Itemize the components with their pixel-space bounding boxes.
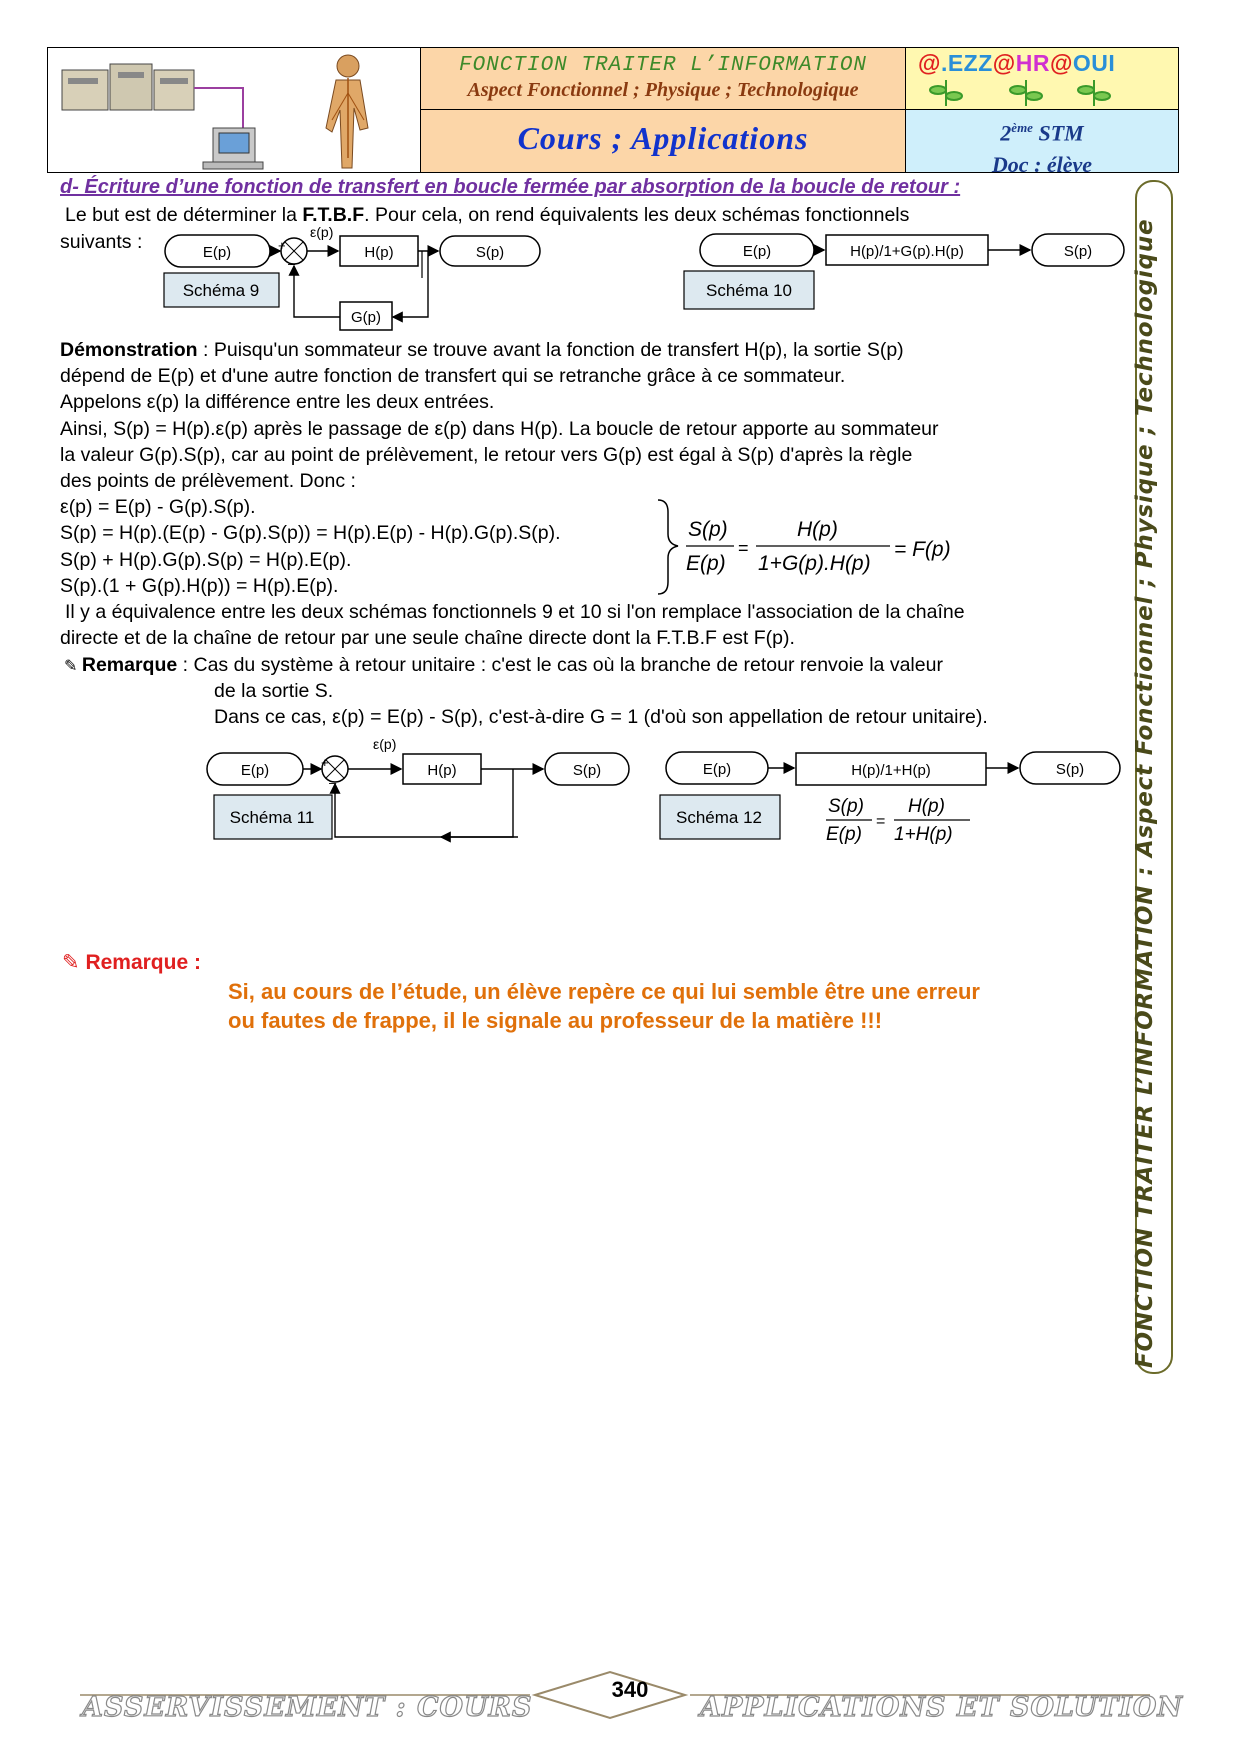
intro-line-1: Le but est de déterminer la F.T.B.F. Pour cela, on rend équivalents les deux schémas fonctionnels (65, 204, 910, 226)
schema9-output-label: S(p) (475, 244, 505, 261)
header-subtitle: Aspect Fonctionnel ; Physique ; Technologique (467, 79, 859, 101)
schema10-output-label: S(p) (1063, 243, 1093, 260)
schema11-output-label: S(p) (572, 762, 602, 779)
equation-4: S(p).(1 + G(p).H(p)) = H(p).E(p). (60, 575, 339, 597)
header-level-cell (906, 110, 1178, 178)
frac-den-right: 1+G(p).H(p) (758, 552, 871, 575)
frac-result: = F(p) (894, 538, 951, 561)
schema12-frac-num-right: H(p) (908, 796, 945, 817)
footer-left-text: ASSERVISSEMENT : COURS (82, 1692, 533, 1723)
header-cours-cell (421, 110, 906, 172)
page-header (47, 47, 1179, 178)
schema10-input-label: E(p) (742, 243, 772, 260)
remark-1-line-2: de la sortie S. (214, 680, 334, 702)
demo-line-4: Ainsi, S(p) = H(p).ε(p) après le passage de ε(p) dans H(p). La boucle de retour apporte au sommateur (60, 418, 939, 440)
schema12-caption: Schéma 12 (676, 808, 762, 827)
schema-10-diagram (696, 230, 1131, 270)
schema12-input-label: E(p) (702, 761, 732, 778)
schema9-plus-sign: + (278, 238, 286, 253)
pin-icon: ✎ (64, 658, 82, 675)
schema11-h-label: H(p) (427, 762, 457, 779)
schema9-input-label: E(p) (202, 244, 232, 261)
conclusion-line-2: directe et de la chaîne de retour par une seule chaîne directe dont la F.T.B.F est F(p). (60, 627, 795, 649)
header-cours-label: Cours ; Applications (517, 120, 809, 156)
section-title: d- Écriture d’une fonction de transfert en boucle fermée par absorption de la boucle de retour : (60, 176, 961, 198)
schema-12-diagram (662, 748, 1127, 790)
footer-right-text: APPLICATIONS ET SOLUTION (700, 1692, 1184, 1723)
schema9-caption: Schéma 9 (182, 281, 260, 300)
header-author-cell (906, 48, 1178, 110)
conclusion-line-1: Il y a équivalence entre les deux schémas fonctionnels 9 et 10 si l'on remplace l'association de la chaîne (65, 601, 965, 623)
remark-2-line-1: Si, au cours de l’étude, un élève repère ce qui lui semble être une erreur (228, 979, 980, 1004)
schema-12-caption-box (659, 794, 783, 844)
schema11-caption: Schéma 11 (229, 808, 315, 827)
schema-11-caption-box (213, 794, 335, 844)
schema12-frac-den-left: E(p) (826, 824, 862, 845)
schema-10-caption-box (683, 270, 818, 312)
equation-3: S(p) + H(p).G(p).S(p) = H(p).E(p). (60, 549, 352, 571)
schema11-minus-sign: – (329, 775, 337, 790)
equation-1: ε(p) = E(p) - G(p).S(p). (60, 496, 256, 518)
frac-num-right: H(p) (797, 518, 838, 541)
schema-9-caption-box (163, 272, 283, 312)
transfer-function-formula (652, 498, 972, 598)
remark-1-line-1: ✎ Remarque : Cas du système à retour unitaire : c'est le cas où la branche de retour renvoie la valeur (64, 654, 943, 676)
flower-decoration-icon (916, 76, 1166, 108)
header-title: FONCTION TRAITER L’INFORMATION (458, 54, 868, 77)
schema12-equals: = (876, 813, 886, 830)
frac-equals: = (738, 538, 749, 558)
page-number: 340 (611, 1677, 649, 1702)
demo-line-2: dépend de E(p) et d'une autre fonction de transfert qui se retranche grâce à ce sommateur. (60, 365, 846, 387)
schema10-caption: Schéma 10 (706, 281, 792, 300)
curly-brace (658, 500, 678, 594)
remark-2-line-2: ou fautes de frappe, il le signale au professeur de la matière !!! (228, 1008, 883, 1033)
demo-line-6: des points de prélèvement. Donc : (60, 470, 356, 492)
demo-line-3: Appelons ε(p) la différence entre les deux entrées. (60, 391, 495, 413)
demo-line-1: Démonstration : Puisqu'un sommateur se trouve avant la fonction de transfert H(p), la sortie S(p) (60, 339, 904, 361)
schema9-g-label: G(p) (351, 309, 381, 326)
schema12-frac-num-left: S(p) (828, 796, 864, 817)
remark-1-line-3: Dans ce cas, ε(p) = E(p) - S(p), c'est-à-dire G = 1 (d'où son appellation de retour unitaire). (214, 706, 988, 728)
schema10-block-label: H(p)/1+G(p).H(p) (850, 243, 964, 260)
intro-line-2: suivants : (60, 231, 143, 253)
side-banner-text: FONCTION TRAITER L’INFORMATION : Aspect Fonctionnel ; Physique ; Technologique (1132, 218, 1158, 1368)
schema-12-formula (822, 790, 982, 850)
schema9-epsilon-label: ε(p) (310, 224, 334, 240)
computer-and-nervous-system-illustration (48, 48, 420, 172)
header-title-cell (421, 48, 906, 110)
remark-2-label: ✎ Remarque : (62, 951, 201, 974)
schema11-epsilon-label: ε(p) (373, 736, 397, 752)
level-label: 2ème STM (1000, 120, 1084, 146)
schema9-h-label: H(p) (364, 244, 394, 261)
schema11-plus-sign: + (321, 755, 329, 770)
schema11-input-label: E(p) (240, 762, 270, 779)
schema12-frac-den-right: 1+H(p) (894, 824, 953, 845)
schema12-output-label: S(p) (1055, 761, 1085, 778)
demo-line-5: la valeur G(p).S(p), car au point de prélèvement, le retour vers G(p) est égal à S(p) d'après la règle (60, 444, 913, 466)
doc-label: Doc : élève (991, 152, 1093, 178)
frac-num-left: S(p) (688, 518, 728, 541)
schema9-minus-sign: – (288, 256, 296, 271)
equation-2: S(p) = H(p).(E(p) - G(p).S(p)) = H(p).E(p) - H(p).G(p).S(p). (60, 522, 561, 544)
schema12-block-label: H(p)/1+H(p) (851, 762, 931, 779)
header-illustration (48, 48, 421, 172)
pin-red-icon: ✎ (62, 951, 86, 974)
frac-den-left: E(p) (686, 552, 726, 575)
author-signature: @.EZZ@HR@OUI (918, 50, 1116, 76)
